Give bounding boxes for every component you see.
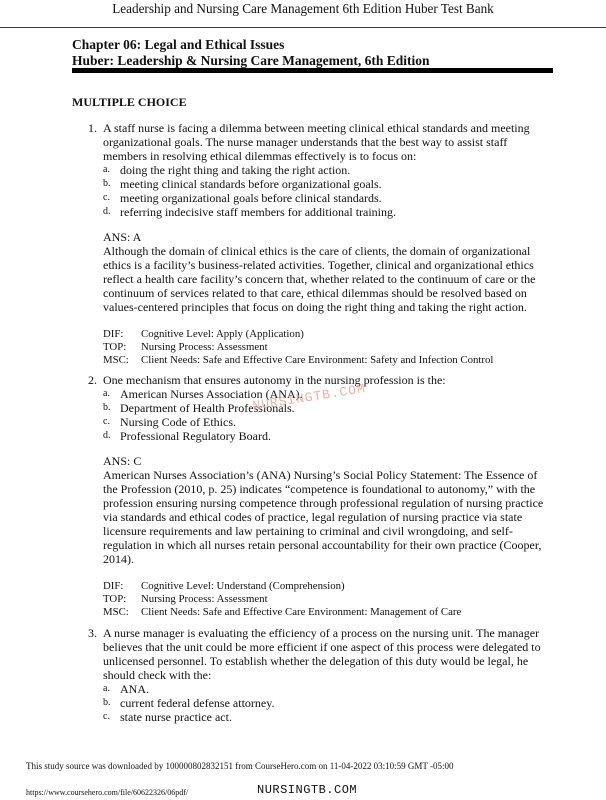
- choice-item: [103, 429, 553, 443]
- choice-letter: a.: [103, 683, 110, 694]
- meta-key: TOP:: [103, 593, 127, 605]
- chapter-title: Chapter 06: Legal and Ethical Issues: [72, 37, 285, 52]
- choice-text: ANA.: [120, 682, 149, 696]
- choice-text: doing the right thing and taking the right action.: [120, 163, 351, 177]
- meta-msc: Client Needs: Safe and Effective Care Environment: Safety and Infection Control: [141, 354, 494, 366]
- header-divider: [0, 27, 606, 28]
- choice-text: meeting organizational goals before clinical standards.: [120, 191, 382, 205]
- choice-letter: c.: [103, 192, 110, 203]
- choice-item: [103, 191, 553, 205]
- choice-item: [103, 205, 553, 219]
- choice-letter: a.: [103, 388, 110, 399]
- choice-text: state nurse practice act.: [120, 710, 232, 724]
- answer-label: ANS: A: [103, 230, 142, 244]
- answer-rationale: American Nurses Association’s (ANA) Nursing’s Social Policy Statement: The Essence of the Profession (2010, p. 25) indicates “competence is foundational to autonomy,” with the profession ensuring nursing competence through professional regulation of nursing practice via standards and ethical codes of practice, legal regulation of nursing practice via state licensure requirements and law pertaining to criminal and civil wrongdoing, and self-regulation in which all nurses retain personal accountability for their own practice (Cooper, 2014).: [103, 468, 544, 566]
- answer-label: ANS: C: [103, 454, 142, 468]
- choice-letter: c.: [103, 416, 110, 427]
- meta-dif: Cognitive Level: Apply (Application): [141, 328, 304, 340]
- section-title: MULTIPLE CHOICE: [72, 95, 187, 109]
- meta-top: Nursing Process: Assessment: [141, 341, 268, 353]
- choice-text: American Nurses Association (ANA).: [120, 387, 303, 401]
- choice-item: [103, 682, 553, 696]
- question-metadata: [103, 580, 553, 619]
- choice-text: Department of Health Professionals.: [120, 401, 295, 415]
- choice-item: [103, 177, 553, 191]
- meta-msc: Client Needs: Safe and Effective Care Environment: Management of Care: [141, 606, 462, 618]
- question-stem: A nurse manager is evaluating the efficiency of a process on the nursing unit. The manager believes that the unit could be more efficient if one aspect of this process were delegated to unlicensed personnel. To establish whether the delegation of this duty would be legal, he should check with the:: [103, 626, 541, 682]
- answer-rationale: Although the domain of clinical ethics is the care of clients, the domain of organizational ethics is a facility’s business-related activities. Together, clinical and organizational ethics reflect a health care facility’s concern that, whether related to the continuum of care or the continuum of services related to that care, ethical dilemmas should be resolved based on values-centered principles that focus on doing the right thing and taking the right action.: [103, 244, 536, 314]
- meta-key: DIF:: [103, 328, 124, 340]
- meta-key: DIF:: [103, 580, 124, 592]
- choice-letter: b.: [103, 178, 111, 189]
- meta-key: TOP:: [103, 341, 127, 353]
- choice-item: [103, 401, 553, 415]
- question-2: [88, 373, 553, 619]
- book-title: Huber: Leadership & Nursing Care Management, 6th Edition: [72, 53, 430, 68]
- choice-item: [103, 163, 553, 177]
- question-1: [88, 121, 553, 367]
- question-number: 1.: [88, 121, 97, 135]
- choice-text: Nursing Code of Ethics.: [120, 415, 236, 429]
- question-metadata: [103, 328, 553, 367]
- chapter-divider: [72, 68, 553, 73]
- meta-key: MSC:: [103, 354, 129, 366]
- choice-letter: b.: [103, 697, 111, 708]
- question-stem: A staff nurse is facing a dilemma between meeting clinical ethical standards and meeting organizational goals. The nurse manager understands that the best way to assist staff members in resolving ethical dilemmas effectively is to focus on:: [103, 121, 530, 163]
- question-3: [88, 626, 553, 724]
- download-notice: This study source was downloaded by 100000802832151 from CourseHero.com on 11-04-2022 03:10:59 GMT -05:00: [26, 761, 454, 771]
- choice-text: referring indecisive staff members for additional training.: [120, 205, 397, 219]
- choice-letter: d.: [103, 430, 111, 441]
- choice-list: [103, 163, 553, 219]
- footer-brand: NURSINGTB.COM: [257, 783, 358, 797]
- choice-text: current federal defense attorney.: [120, 696, 275, 710]
- choice-letter: b.: [103, 402, 111, 413]
- choice-item: [103, 415, 553, 429]
- choice-letter: c.: [103, 711, 110, 722]
- choice-text: meeting clinical standards before organizational goals.: [120, 177, 382, 191]
- meta-dif: Cognitive Level: Understand (Comprehension): [141, 580, 345, 592]
- question-number: 2.: [88, 373, 97, 387]
- page-header-title: Leadership and Nursing Care Management 6th Edition Huber Test Bank: [112, 1, 494, 16]
- choice-letter: d.: [103, 206, 111, 217]
- question-stem: One mechanism that ensures autonomy in the nursing profession is the:: [103, 373, 446, 387]
- meta-top: Nursing Process: Assessment: [141, 593, 268, 605]
- choice-text: Professional Regulatory Board.: [120, 429, 271, 443]
- source-url-link[interactable]: https://www.coursehero.com/file/60622326/06pdf/: [26, 788, 189, 797]
- choice-item: [103, 710, 553, 724]
- watermark-text: NURSINGTB.COM: [251, 381, 367, 414]
- choice-item: [103, 696, 553, 710]
- meta-key: MSC:: [103, 606, 129, 618]
- choice-letter: a.: [103, 164, 110, 175]
- question-number: 3.: [88, 626, 97, 640]
- choice-list: [103, 682, 553, 724]
